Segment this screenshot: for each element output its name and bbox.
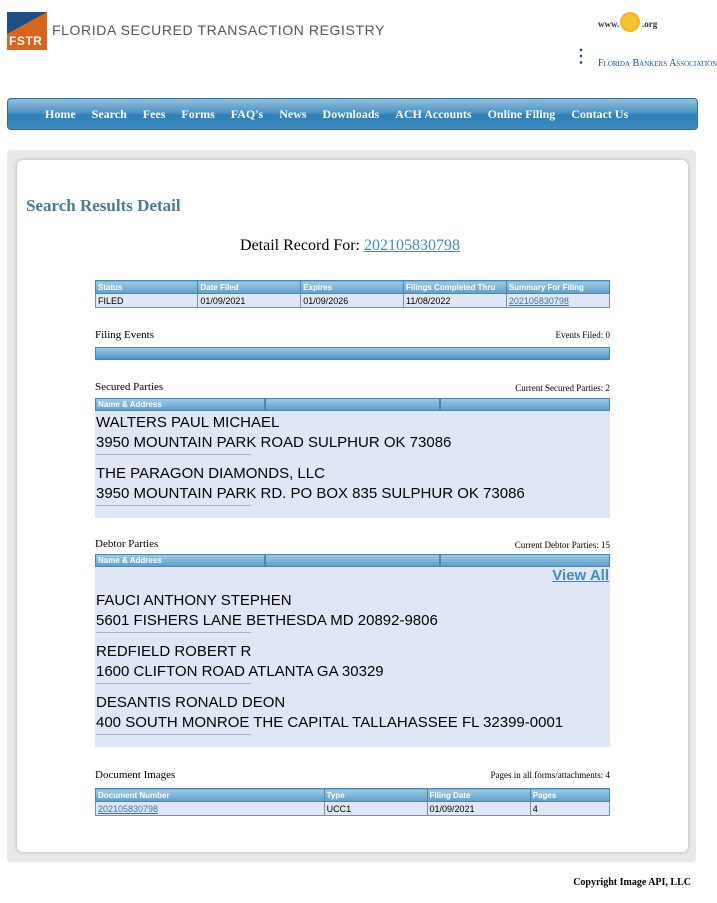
detail-record-heading [0,237,700,255]
status-table [95,280,610,308]
party-address: 3950 MOUNTAIN PARK ROAD SULPHUR OK 73086 [96,434,452,451]
nav-items [45,99,644,129]
party-address: 3950 MOUNTAIN PARK RD. PO BOX 835 SULPHUR OK 73086 [96,485,525,502]
document-images-count: Pages in all forms/attachments: 4 [490,770,610,780]
pages-header: Pages [530,789,609,802]
secured-parties-count: Current Secured Parties: 2 [515,383,610,393]
type-header: Type [324,789,427,802]
detail-record-link[interactable]: 202105830798 [363,237,460,254]
filing-date-header: Filing Date [427,789,530,802]
list-item [95,591,610,633]
status-table-header [96,281,610,294]
sun-icon [620,12,640,32]
party-name: REDFIELD ROBERT R [96,643,252,660]
header-cell-blank [265,398,440,411]
name-address-header: Name & Address [95,554,265,567]
filings-completed-header: Filings Completed Thru [404,281,507,294]
summary-cell [506,294,609,308]
nav-item-forms[interactable]: Forms [181,106,215,121]
florida-bankers-text: Florida Bankers Association [598,58,717,69]
detail-record-label: Detail Record For: [240,237,360,254]
filing-events-count: Events Filed: 0 [555,330,610,340]
document-number-link[interactable]: 202105830798 [98,803,159,814]
nav-item-contact-us[interactable]: Contact Us [571,106,629,121]
nav-item-downloads[interactable]: Downloads [322,106,380,121]
party-name: THE PARAGON DIAMONDS, LLC [96,465,325,482]
table-row [96,802,610,816]
party-name: FAUCI ANTHONY STEPHEN [96,592,292,609]
debtor-parties-label: Debtor Parties [95,538,159,550]
fstr-logo[interactable] [7,12,47,50]
main-nav [7,98,698,130]
party-divider [96,734,251,735]
party-address: 5601 FISHERS LANE BETHESDA MD 20892-9806 [96,612,438,629]
pages-cell: 4 [530,802,609,816]
list-item [95,464,610,506]
filing-events-label: Filing Events [95,329,154,341]
document-images-label: Document Images [95,769,176,781]
partner-logo-prefix: www. [598,19,620,29]
party-divider [96,632,251,633]
expires-cell: 01/09/2026 [301,294,404,308]
copyright-text: Copyright Image API, LLC [573,877,691,888]
party-name: WALTERS PAUL MICHAEL [96,414,280,431]
nav-item-fees[interactable]: Fees [142,106,166,121]
party-address: 1600 CLIFTON ROAD ATLANTA GA 30329 [96,663,384,680]
filings-completed-cell: 11/08/2022 [404,294,507,308]
date-filed-cell: 01/09/2021 [198,294,301,308]
summary-link[interactable]: 202105830798 [508,295,569,306]
page-title: Search Results Detail [26,196,181,215]
nav-item-home[interactable]: Home [45,106,76,121]
summary-header: Summary For Filing [506,281,609,294]
party-divider [96,683,251,684]
filing-date-cell: 01/09/2021 [427,802,530,816]
logo-triangle [7,12,47,34]
header-cell-blank [440,554,610,567]
table-row [96,294,610,308]
status-header: Status [96,281,198,294]
partner-logo-sunbiz[interactable] [598,10,660,36]
pillar-icon: ⫶ [578,46,584,71]
secured-parties-label: Secured Parties [95,381,164,393]
nav-item-online-filing[interactable]: Online Filing [487,106,556,121]
florida-bankers-logo[interactable] [578,46,717,74]
nav-item-ach-accounts[interactable]: ACH Accounts [395,106,472,121]
document-table-header [96,789,610,802]
debtor-parties-list [95,567,610,747]
secured-parties-list [95,411,610,518]
list-item [95,642,610,684]
site-header [0,0,717,96]
party-name: DESANTIS RONALD DEON [96,694,286,711]
document-number-header: Document Number [96,789,325,802]
expires-header: Expires [301,281,404,294]
list-item [95,693,610,735]
party-divider [96,454,251,455]
debtor-parties-header [95,554,610,567]
logo-text: FSTR [9,34,43,48]
partner-logo-suffix: .org [642,19,658,29]
party-divider [96,505,251,506]
view-all-row [95,567,610,591]
secured-parties-header [95,398,610,411]
document-images-table [95,788,610,816]
date-filed-header: Date Filed [198,281,301,294]
view-all-link[interactable]: View All [552,567,609,584]
list-item [95,413,610,455]
type-cell: UCC1 [324,802,427,816]
party-address: 400 SOUTH MONROE THE CAPITAL TALLAHASSEE FL 32399-0001 [96,714,564,731]
nav-item-news[interactable]: News [279,106,307,121]
filing-events-table [95,347,610,360]
site-title: FLORIDA SECURED TRANSACTION REGISTRY [52,22,386,38]
header-cell-blank [265,554,440,567]
nav-item-search[interactable]: Search [91,106,127,121]
debtor-parties-count: Current Debtor Parties: 15 [514,540,610,550]
document-number-cell [96,802,325,816]
name-address-header: Name & Address [95,398,265,411]
nav-item-faq-s[interactable]: FAQ's [230,106,264,121]
status-cell: FILED [96,294,198,308]
header-cell-blank [440,398,610,411]
